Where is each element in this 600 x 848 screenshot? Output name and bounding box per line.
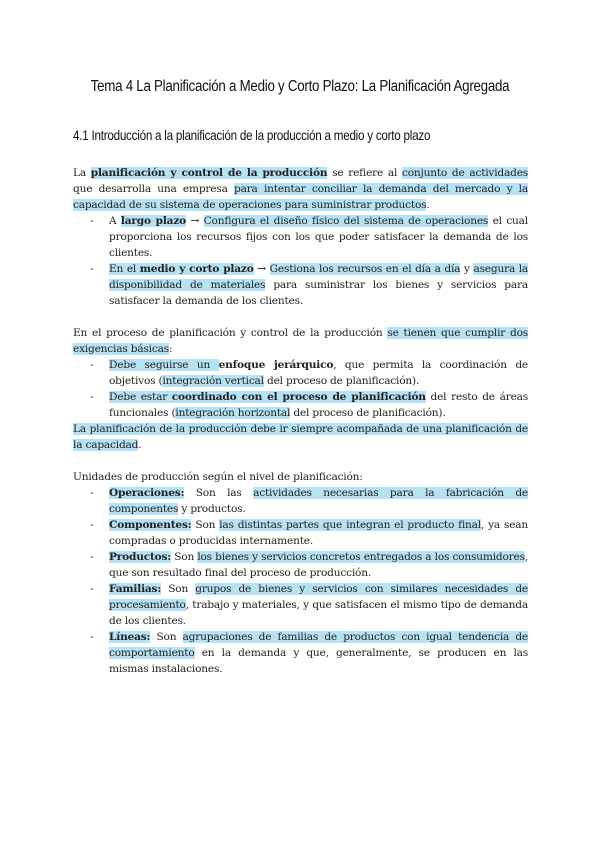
list-item xyxy=(73,485,528,517)
production-units-list xyxy=(73,485,528,677)
highlight-bold: Productos: xyxy=(109,551,172,563)
arrow-text: → xyxy=(253,263,270,275)
highlight: Gestiona los recursos en el día a día xyxy=(269,263,461,275)
text: En el proceso de planificación y control de la producción xyxy=(73,327,388,339)
highlight: Debe estar xyxy=(109,391,172,403)
highlight: se tienen que cumplir dos exigencias básicas xyxy=(73,327,528,355)
list-item xyxy=(73,517,528,549)
text: La xyxy=(73,167,91,179)
highlight: Configura el diseño físico del sistema de operaciones xyxy=(203,215,489,227)
text: Son las xyxy=(184,487,254,499)
spacer xyxy=(73,453,528,469)
planning-horizons-list xyxy=(73,213,528,309)
highlight-bold: Líneas: xyxy=(109,631,151,643)
highlight: asegura la disponibilidad de materiales xyxy=(109,263,529,291)
highlight-bold: Componentes: xyxy=(109,519,192,531)
highlight: integración horizontal xyxy=(175,407,291,419)
text: . xyxy=(426,199,430,211)
text: del resto de áreas funcionales ( xyxy=(109,391,528,419)
text: el cual proporciona los recursos fijos con los que poder satisfacer la demanda de los clientes. xyxy=(109,215,528,259)
text: Son xyxy=(161,583,196,595)
highlight-bold: Operaciones: xyxy=(109,487,185,499)
text: para suministrar los bienes y servicios para satisfacer la demanda de los clientes. xyxy=(109,279,528,307)
highlight: los bienes y servicios concretos entregados a los consumidores xyxy=(197,551,525,563)
paragraph-intro xyxy=(73,165,528,213)
paragraph-units: Unidades de producción según el nivel de planificación: xyxy=(73,471,363,483)
highlight-bold: coordinado con el proceso de planificación xyxy=(171,391,426,403)
list-item xyxy=(73,357,528,389)
text: , trabajo y materiales, y que satisfacen el mismo tipo de demanda de los clientes. xyxy=(109,599,528,627)
list-item xyxy=(73,549,528,581)
text: , que son resultado final del proceso de producción. xyxy=(109,551,528,579)
highlight-bold: largo plazo xyxy=(120,215,187,227)
text: Son xyxy=(171,551,198,563)
text: Son xyxy=(150,631,183,643)
text: y productos. xyxy=(178,503,246,515)
list-item xyxy=(73,629,528,677)
list-item xyxy=(73,581,528,629)
section-heading: 4.1 Introducción a la planificación de la producción a medio y corto plazo xyxy=(73,128,431,143)
text: del proceso de planificación). xyxy=(290,407,446,419)
text: del proceso de planificación). xyxy=(263,375,420,387)
list-item xyxy=(73,389,528,421)
page-title: Tema 4 La Planificación a Medio y Corto Plazo: La Planificación Agregada xyxy=(90,78,510,95)
highlight: para intentar conciliar la demanda del mercado y la capacidad de su sistema de operaciones para suministrar productos xyxy=(73,183,528,211)
text: que desarrolla una empresa xyxy=(73,183,234,195)
text: : xyxy=(168,343,173,355)
list-item xyxy=(73,261,528,309)
highlight: Debe seguirse un xyxy=(109,359,219,371)
highlight: grupos de bienes y servicios con similares necesidades de procesamiento xyxy=(109,583,528,611)
highlight: La planificación de la producción debe ir siempre acompañada de una planificación de la capacidad xyxy=(73,423,528,451)
text: , que permita la coordinación de objetivos ( xyxy=(109,359,528,387)
arrow-text: → xyxy=(186,215,204,227)
highlight: integración vertical xyxy=(162,375,264,387)
document-body xyxy=(73,165,528,677)
paragraph-requirements xyxy=(73,325,528,357)
text: Son xyxy=(191,519,220,531)
text: , ya sean compradas o producidas internamente. xyxy=(109,519,528,547)
text: y xyxy=(460,263,474,275)
highlight: En el xyxy=(109,263,140,275)
text: . xyxy=(138,439,142,451)
text: A xyxy=(109,215,121,227)
text: en la demanda y que, generalmente, se producen en las mismas instalaciones. xyxy=(109,647,528,675)
highlight: las distintas partes que integran el producto final xyxy=(219,519,481,531)
highlight: agrupaciones de familias de productos con igual tendencia de comportamiento xyxy=(109,631,528,659)
text: se refiere al xyxy=(327,167,402,179)
spacer xyxy=(73,309,528,325)
highlight: actividades necesarias para la fabricación de componentes xyxy=(109,487,529,515)
requirements-list xyxy=(73,357,528,421)
highlight: conjunto de actividades xyxy=(402,167,528,179)
highlight-bold: medio y corto plazo xyxy=(139,263,254,275)
highlight-bold: Familias: xyxy=(109,583,162,595)
list-item xyxy=(73,213,528,261)
highlight-bold: planificación y control de la producción xyxy=(90,167,328,179)
bold-text: enfoque jerárquico xyxy=(218,359,334,371)
paragraph-capacity xyxy=(73,421,528,453)
